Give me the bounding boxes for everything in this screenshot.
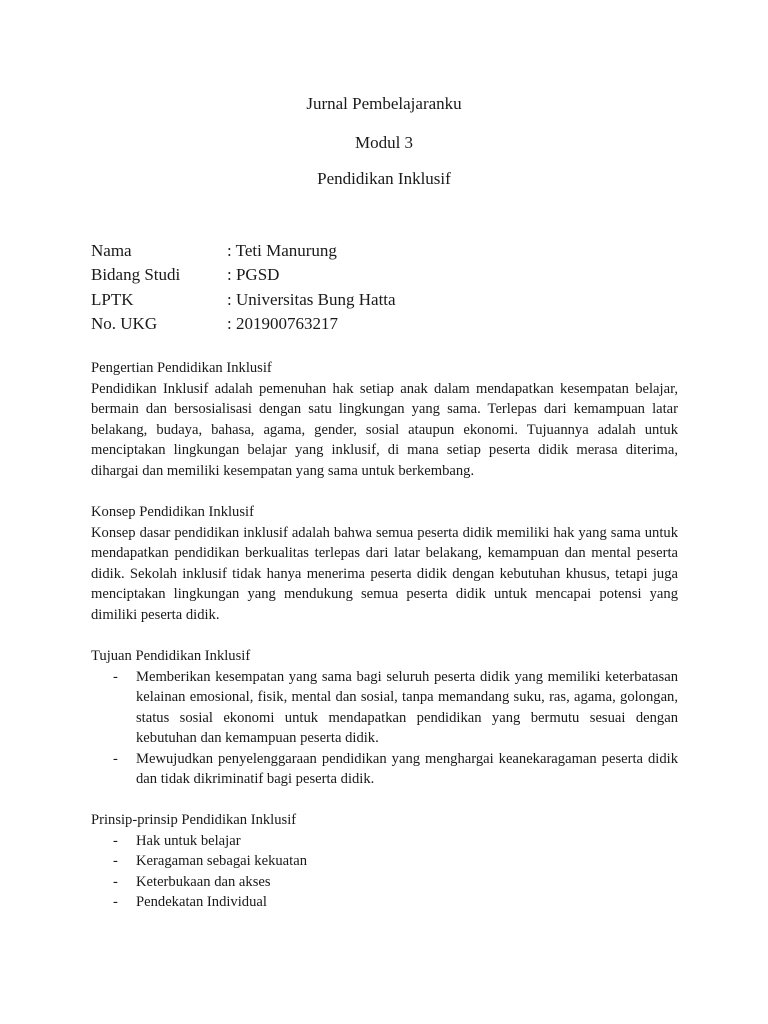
- list-item-text: Mewujudkan penyelenggaraan pendidikan yang menghargai keanekaragaman peserta didik dan tidak dikriminatif bagi peserta didik.: [136, 750, 678, 787]
- identity-value: : Teti Manurung: [227, 241, 337, 260]
- list-item-text: Hak untuk belajar: [136, 832, 241, 849]
- list-item: [91, 892, 678, 913]
- section-heading: Konsep Pendidikan Inklusif: [91, 504, 254, 520]
- identity-label: No. UKG: [91, 313, 158, 333]
- identity-label: LPTK: [91, 289, 134, 309]
- list-item: [91, 667, 678, 749]
- list-item: [91, 831, 678, 852]
- identity-label: Bidang Studi: [91, 265, 181, 285]
- dash-marker: -: [113, 853, 118, 869]
- identity-row-nama: [91, 240, 691, 264]
- list-item-text: Pendekatan Individual: [136, 894, 267, 910]
- list-item-text: Keragaman sebagai kekuatan: [136, 853, 307, 869]
- identity-row-no-ukg: [91, 313, 691, 337]
- section-prinsip: [91, 810, 678, 913]
- tujuan-list: [91, 667, 678, 790]
- topic-title: Pendidikan Inklusif: [317, 169, 451, 188]
- dash-marker: -: [113, 894, 118, 910]
- section-paragraph: Pendidikan Inklusif adalah pemenuhan hak setiap anak dalam mendapatkan kesempatan belajar, bermain dan bersosialisasi dengan satu lingkungan yang sama. Terlepas dari kemampuan latar belakang, budaya, bahasa, agama, gender, sosial ataupun ekonomi. Tujuannya adalah untuk menciptakan lingkungan belajar yang inklusif, di mana setiap peserta didik merasa diterima, dihargai dan memiliki kesempatan yang sama untuk berkembang.: [91, 380, 678, 479]
- section-heading: Tujuan Pendidikan Inklusif: [91, 648, 251, 664]
- list-item: [91, 851, 678, 872]
- identity-table: [91, 240, 691, 337]
- list-item: [91, 749, 678, 790]
- list-item-text: Memberikan kesempatan yang sama bagi seluruh peserta didik yang memiliki keterbatasan kelainan emosional, fisik, mental dan sosial, tanpa memandang suku, ras, agama, golongan, status sosial ekonomi untuk mendapatkan pendidikan yang bermutu sesuai dengan kebutuhan dan kemampuan peserta didik.: [136, 668, 678, 746]
- document-title: Jurnal Pembelajaranku: [306, 94, 462, 113]
- list-item: [91, 872, 678, 893]
- identity-label: Nama: [91, 241, 132, 260]
- prinsip-list: [91, 831, 678, 913]
- identity-value: : PGSD: [227, 265, 280, 285]
- section-paragraph: Konsep dasar pendidikan inklusif adalah bahwa semua peserta didik memiliki hak yang sama untuk mendapatkan pendidikan berkualitas terlepas dari latar belakang, kemampuan dan mental peserta didik. Sekolah inklusif tidak hanya menerima peserta didik dengan kebutuhan khusus, tetapi juga menciptakan lingkungan yang mendukung semua peserta didik untuk mencapai potensi yang dimiliki peserta didik.: [91, 524, 678, 623]
- section-heading: Prinsip-prinsip Pendidikan Inklusif: [91, 812, 297, 828]
- dash-marker: -: [113, 668, 118, 685]
- section-pengertian: [91, 358, 678, 481]
- dash-marker: -: [113, 873, 118, 890]
- dash-marker: -: [113, 750, 118, 767]
- section-tujuan: [91, 646, 678, 790]
- identity-row-bidang-studi: [91, 264, 691, 288]
- section-heading: Pengertian Pendidikan Inklusif: [91, 360, 272, 376]
- module-label: Modul 3: [354, 133, 414, 152]
- list-item-text: Keterbukaan dan akses: [136, 873, 271, 890]
- dash-marker: -: [113, 832, 118, 849]
- identity-row-lptk: [91, 289, 691, 313]
- identity-value: : 201900763217: [227, 313, 338, 333]
- identity-value: : Universitas Bung Hatta: [227, 289, 396, 309]
- section-konsep: [91, 502, 678, 625]
